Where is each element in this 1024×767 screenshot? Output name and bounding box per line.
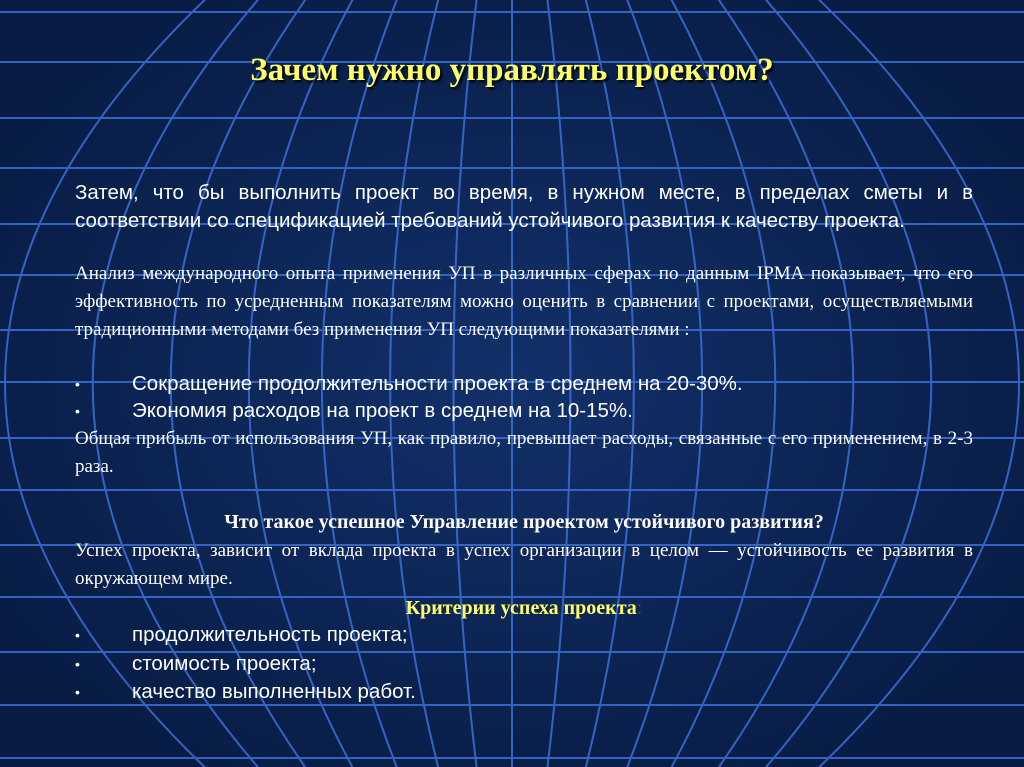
intro-paragraph: Затем, что бы выполнить проект во время, в нужном месте, в пределах сметы и в соответствии со спецификацией требований устойчивого развития к качеству проекта.: [75, 181, 973, 232]
indicator-item: [75, 370, 973, 398]
profit-paragraph: Общая прибыль от использования УП, как правило, превышает расходы, связанные с его применением, в 2-3 раза.: [75, 428, 973, 477]
bullet-icon: •: [75, 376, 80, 392]
bullet-icon: •: [75, 684, 80, 700]
bullet-icon: •: [75, 627, 80, 643]
indicator-text: Экономия расходов на проект в среднем на 10-15%.: [132, 399, 633, 422]
bullet-icon: •: [75, 403, 80, 419]
criteria-colon: :: [636, 597, 643, 619]
criteria-text: стоимость проекта;: [132, 652, 317, 675]
criteria-item: [75, 650, 973, 678]
success-paragraph: Успех проекта, зависит от вклада проекта в успех организации в целом — устойчивость ее развития в окружающем мире.: [75, 540, 973, 589]
indicator-item: [75, 397, 973, 425]
question-heading: Что такое успешное Управление проектом устойчивого развития?: [224, 511, 824, 533]
criteria-text: качество выполненных работ.: [132, 680, 416, 703]
bullet-icon: •: [75, 656, 80, 672]
analysis-paragraph: Анализ международного опыта применения УП в различных сферах по данным IPMA показывает, что его эффективность по усредненным показателям можно оценить в сравнении с проектами, осуществляемыми традиционными методами без применения УП следующими показателями :: [75, 263, 973, 340]
criteria-item: [75, 621, 973, 649]
criteria-text: продолжительность проекта;: [132, 623, 408, 646]
slide-title: Зачем нужно управлять проектом?: [250, 52, 774, 88]
criteria-heading-text: Критерии успеха проекта: [405, 597, 637, 619]
indicator-text: Сокращение продолжительности проекта в среднем на 20-30%.: [132, 372, 743, 395]
criteria-item: [75, 678, 973, 706]
criteria-heading: [75, 594, 973, 622]
